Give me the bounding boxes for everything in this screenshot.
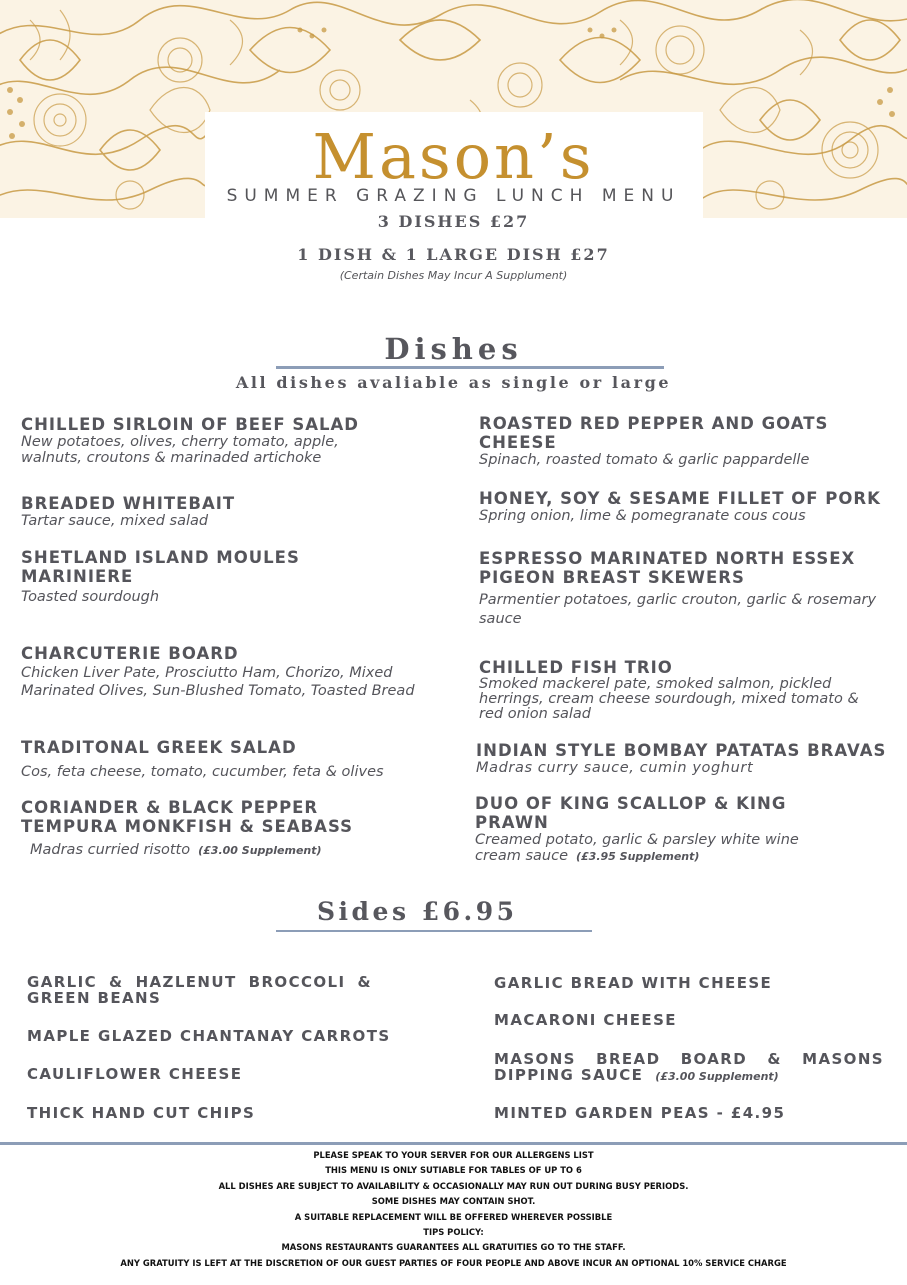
dish-item bbox=[479, 414, 869, 468]
dish-item bbox=[21, 738, 441, 780]
side-supplement: (£3.00 Supplement) bbox=[655, 1070, 779, 1083]
dish-description: Parmentier potatoes, garlic crouton, garlic & rosemary sauce bbox=[479, 592, 877, 627]
side-item: GARLIC BREAD WITH CHEESE bbox=[494, 974, 773, 992]
sides-heading: Sides £6.95 bbox=[317, 897, 518, 926]
side-item: CAULIFLOWER CHEESE bbox=[27, 1065, 243, 1083]
footer-line: A SUITABLE REPLACEMENT WILL BE OFFERED WHEREVER POSSIBLE bbox=[294, 1211, 613, 1222]
dish-description: Spring onion, lime & pomegranate cous cous bbox=[479, 508, 806, 524]
side-item: GARLIC & HAZLENUT BROCCOLI & GREEN BEANS bbox=[27, 973, 372, 1007]
dish-name: DUO OF KING SCALLOP & KING PRAWN bbox=[475, 794, 787, 832]
dish-name: ESPRESSO MARINATED NORTH ESSEX PIGEON BREAST SKEWERS bbox=[479, 549, 856, 587]
dishes-subheading: All dishes avaliable as single or large bbox=[235, 373, 672, 392]
footer-line: PLEASE SPEAK TO YOUR SERVER FOR OUR ALLERGENS LIST bbox=[313, 1150, 594, 1160]
dish-item bbox=[479, 549, 899, 629]
footer-line: MASONS RESTAURANTS GUARANTEES ALL GRATUITIES GO TO THE STAFF. bbox=[281, 1242, 626, 1253]
dish-name: CHARCUTERIE BOARD bbox=[21, 644, 239, 663]
dish-item bbox=[21, 798, 441, 859]
dish-description bbox=[475, 832, 815, 865]
side-item: MINTED GARDEN PEAS - £4.95 bbox=[494, 1104, 786, 1122]
dish-name: HONEY, SOY & SESAME FILLET OF PORK bbox=[479, 489, 881, 508]
footer-divider bbox=[0, 1142, 907, 1145]
dish-description bbox=[30, 842, 441, 859]
supplement-note: (Certain Dishes May Incur A Supplument) bbox=[339, 269, 568, 282]
side-item: MACARONI CHEESE bbox=[494, 1011, 677, 1029]
dish-name: BREADED WHITEBAIT bbox=[21, 494, 236, 513]
side-item-label: MASONS BREAD BOARD & MASONS DIPPING SAUCE bbox=[494, 1050, 884, 1084]
footer-line: ALL DISHES ARE SUBJECT TO AVAILABILITY & OCCASIONALLY MAY RUN OUT DURING BUSY PERIODS. bbox=[218, 1180, 689, 1191]
price-dish-and-large: 1 DISH & 1 LARGE DISH £27 bbox=[297, 245, 610, 264]
dish-name: CHILLED SIRLOIN OF BEEF SALAD bbox=[21, 415, 359, 434]
side-item bbox=[494, 1051, 884, 1085]
dish-item bbox=[479, 658, 879, 722]
dish-name: INDIAN STYLE BOMBAY PATATAS BRAVAS bbox=[476, 741, 887, 760]
dish-item bbox=[479, 489, 899, 524]
sides-divider bbox=[276, 930, 592, 932]
dish-item bbox=[21, 494, 441, 529]
dish-supplement: (£3.00 Supplement) bbox=[198, 844, 322, 857]
price-three-dishes: 3 DISHES £27 bbox=[377, 212, 530, 231]
footer-line: ANY GRATUITY IS LEFT AT THE DISCRETION OF OUR GUEST PARTIES OF FOUR PEOPLE AND ABOVE INCUR AN OPTIONAL 10% SERVICE CHARGE bbox=[120, 1257, 787, 1268]
dish-description: Tartar sauce, mixed salad bbox=[21, 513, 209, 529]
dish-description: Spinach, roasted tomato & garlic pappardelle bbox=[479, 452, 810, 468]
dish-description: Cos, feta cheese, tomato, cucumber, feta & olives bbox=[21, 764, 384, 780]
dish-item bbox=[21, 415, 361, 466]
dish-item bbox=[475, 794, 875, 865]
dish-name: TRADITONAL GREEK SALAD bbox=[21, 738, 297, 757]
menu-subtitle: SUMMER GRAZING LUNCH MENU bbox=[226, 186, 681, 206]
footer-line: TIPS POLICY: bbox=[423, 1227, 484, 1238]
footer-line: SOME DISHES MAY CONTAIN SHOT. bbox=[371, 1196, 536, 1207]
dish-description: Smoked mackerel pate, smoked salmon, pickled herrings, cream cheese sourdough, mixed tomato & red onion salad bbox=[479, 676, 859, 722]
dish-name: CHILLED FISH TRIO bbox=[479, 658, 673, 677]
dish-description-text: Creamed potato, garlic & parsley white wine cream sauce bbox=[475, 832, 799, 864]
dish-name: CORIANDER & BLACK PEPPER TEMPURA MONKFISH & SEABASS bbox=[21, 798, 353, 836]
brand-title: Mason’s bbox=[312, 120, 595, 193]
dish-item bbox=[21, 548, 321, 605]
dish-description: Toasted sourdough bbox=[21, 589, 160, 605]
dishes-divider bbox=[276, 366, 664, 369]
dish-description: Chicken Liver Pate, Prosciutto Ham, Chorizo, Mixed Marinated Olives, Sun-Blushed Tomato, Toasted Bread bbox=[21, 665, 415, 699]
dish-name: ROASTED RED PEPPER AND GOATS CHEESE bbox=[479, 414, 829, 452]
side-item: MAPLE GLAZED CHANTANAY CARROTS bbox=[27, 1027, 391, 1045]
dish-name: SHETLAND ISLAND MOULES MARINIERE bbox=[21, 548, 300, 586]
dishes-heading: Dishes bbox=[384, 332, 523, 366]
dish-description-text: Madras curried risotto bbox=[30, 842, 191, 858]
dish-item bbox=[476, 741, 901, 776]
footer-line: THIS MENU IS ONLY SUTIABLE FOR TABLES OF UP TO 6 bbox=[325, 1165, 582, 1176]
side-item: THICK HAND CUT CHIPS bbox=[27, 1104, 256, 1122]
dish-description: New potatoes, olives, cherry tomato, apple, walnuts, croutons & marinaded artichoke bbox=[21, 434, 339, 466]
dish-item bbox=[21, 644, 431, 700]
footer-notes bbox=[0, 1148, 907, 1271]
dish-description: Madras curry sauce, cumin yoghurt bbox=[476, 760, 754, 776]
dish-supplement: (£3.95 Supplement) bbox=[576, 850, 700, 863]
